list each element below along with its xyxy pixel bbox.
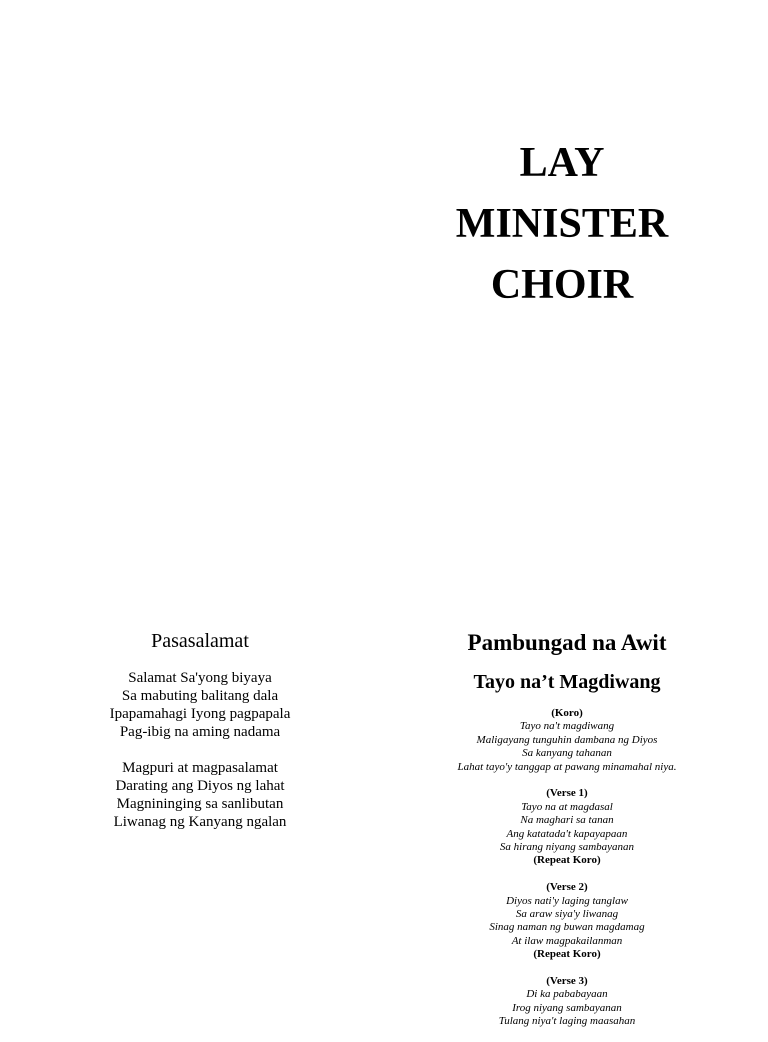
lyric-line: Tayo na at magdasal [521,800,613,813]
stanza [70,759,330,831]
repeat-koro-note: (Repeat Koro) [533,854,601,867]
lyric-line: Sa kanyang tahanan [522,747,612,760]
cover-title-line: MINISTER [455,201,669,247]
lyric-line: Sa hirang niyang sambayanan [499,841,635,854]
lyric-line: Tulang niya't laging maasahan [498,1015,636,1028]
lyric-line: Maligayang tunguhin dambana ng Diyos [476,733,658,746]
cover-title-line: CHOIR [490,262,634,308]
pambungad-section [412,628,722,1042]
stanza [70,669,330,741]
lyric-line: Salamat Sa'yong biyaya [128,670,272,686]
song-section-verse-2 [412,881,722,961]
pambungad-heading: Pambungad na Awit [467,630,667,655]
song-section-verse-1 [412,787,722,867]
lyric-line: Sa araw siya'y liwanag [515,908,619,921]
pasasalamat-heading: Pasasalamat [151,630,249,652]
lyric-line: Irog niyang sambayanan [512,1001,622,1014]
song-section-koro [412,707,722,774]
repeat-koro-note: (Repeat Koro) [533,948,601,961]
section-label: (Verse 3) [546,975,588,988]
pasasalamat-section [70,628,330,849]
section-label: (Koro) [551,707,583,719]
section-label: (Verse 2) [546,881,588,894]
cover-title-line: LAY [519,140,605,186]
song-title: Tayo na’t Magdiwang [473,671,661,693]
lyric-line: Sa mabuting balitang dala [121,688,279,704]
lyric-line: Magnininging sa sanlibutan [116,796,284,812]
lyric-line: Liwanag ng Kanyang ngalan [113,814,287,830]
lyric-line: Sinag naman ng buwan magdamag [489,921,645,934]
lyric-line: At ilaw magpakailanman [511,934,623,947]
song-section-verse-3 [412,975,722,1029]
lyric-line: Darating ang Diyos ng lahat [115,778,285,794]
cover-title [422,133,702,316]
lyric-line: Na maghari sa tanan [520,814,614,827]
lyric-line: Ang katatada't kapayapaan [506,827,628,840]
lyric-line: Di ka pababayaan [526,988,608,1001]
lyric-line: Ipapamahagi Iyong pagpapala [109,706,291,722]
lyric-line: Magpuri at magpasalamat [122,760,278,776]
lyric-line: Diyos nati'y laging tanglaw [506,894,628,907]
lyric-line: Tayo na't magdiwang [519,720,615,733]
lyric-line: Lahat tayo'y tanggap at pawang minamahal niya. [457,760,677,773]
section-label: (Verse 1) [546,787,588,800]
lyric-line: Pag-ibig na aming nadama [119,724,281,740]
